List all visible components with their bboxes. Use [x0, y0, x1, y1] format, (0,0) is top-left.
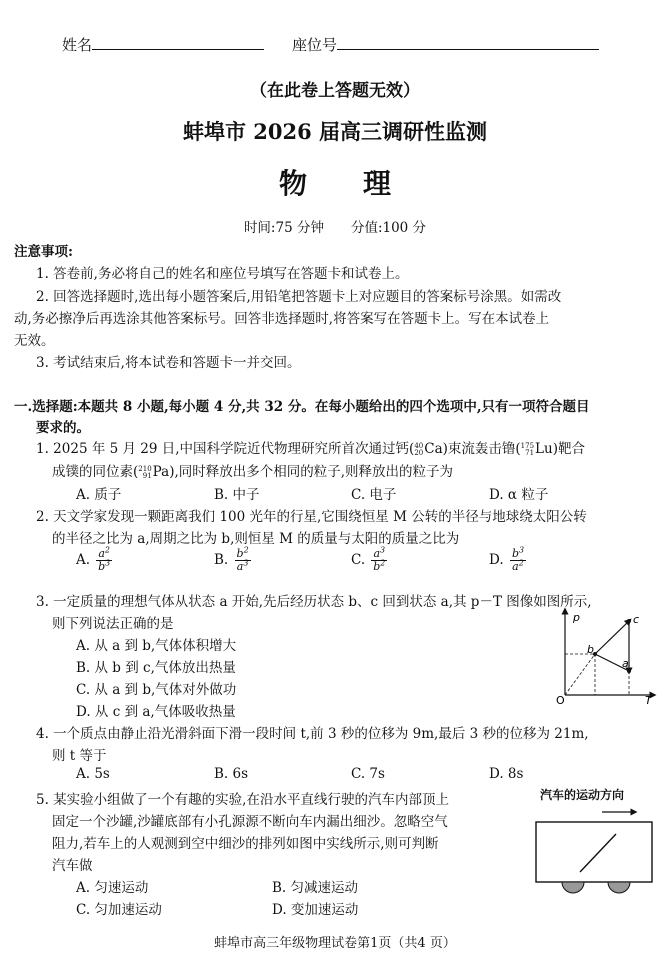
seat-field: [292, 34, 599, 55]
q5-option-c: C. 匀加速运动: [76, 902, 162, 918]
q5-option-d: D. 变加速运动: [272, 902, 359, 918]
invalid-notice: （在此卷上答题无效）: [250, 81, 420, 101]
page-footer: 蚌埠市高三年级物理试卷第1页（共4 页）: [214, 936, 456, 951]
q4-option-b: B. 6s: [214, 766, 249, 782]
q5-line3: 阻力,若车上的人观测到空中细沙的排列如图中实线所示,则可判断: [52, 836, 439, 852]
q3-line-bc: [595, 621, 629, 654]
pa-symbol: Pa: [152, 464, 170, 480]
q2-option-a: A. $\frac{a^2}{b^3}$: [76, 545, 111, 573]
q2-line1: 2. 天文学家发现一颗距离我们 100 光年的行星,它围绕恒星 M 公转的半径与地球绕太阳公转: [36, 509, 587, 525]
subject-title: 物 理: [278, 167, 391, 200]
ca-symbol: Ca: [424, 441, 443, 457]
instruction-2c: 无效。: [14, 333, 55, 349]
q1-text-a: 1. 2025 年 5 月 29 日,中国科学院近代物理研究所首次通过钙(: [36, 441, 415, 457]
q4-option-d: D. 8s: [489, 766, 524, 782]
q4-option-a: A. 5s: [76, 766, 110, 782]
pa-isotope: 210 91: [138, 464, 152, 480]
q2-option-d: D. $\frac{b^3}{a^2}$: [489, 545, 525, 573]
seat-label: 座位号: [292, 36, 338, 54]
lu-symbol: Lu: [535, 441, 553, 457]
origin-label: O: [556, 694, 565, 705]
instruction-2a: 2. 回答选择题时,选出每小题答案后,用铅笔把答题卡上对应题目的答案标号涂黑。如需改: [36, 289, 562, 305]
q1-option-b: B. 中子: [214, 487, 260, 503]
q1-text-d: 成镤的同位素(: [52, 464, 139, 480]
q5-option-a: A. 匀速运动: [76, 880, 149, 896]
instructions-title: 注意事项:: [14, 244, 73, 260]
q3-point-c: [627, 619, 631, 623]
q4-option-c: C. 7s: [351, 766, 385, 782]
q5-line4: 汽车做: [52, 858, 93, 874]
q3-line2: 则下列说法正确的是: [52, 616, 174, 632]
q1-option-d: D. α 粒子: [489, 487, 549, 503]
p-axis-label: p: [573, 611, 580, 624]
ca-isotope: 40 20: [414, 441, 424, 457]
car-wheel-right: [608, 882, 630, 893]
q3-line1: 3. 一定质量的理想气体从状态 a 开始,先后经历状态 b、c 回到状态 a,其 p－T 图像如图所示,: [36, 594, 592, 610]
name-blank: [92, 35, 264, 50]
seat-blank: [337, 35, 599, 50]
q2-line2: 的半径之比为 a,周期之比为 b,则恒星 M 的质量与太阳的质量之比为: [52, 531, 460, 547]
q1-line1: [36, 437, 585, 457]
car-wheel-left: [562, 882, 584, 893]
q3-label-c: c: [633, 613, 640, 626]
q1-text-c: )靶合: [552, 441, 585, 457]
t-axis-label: T: [645, 694, 652, 705]
q3-option-d: D. 从 c 到 a,气体吸收热量: [76, 704, 236, 720]
q2-option-b: B. $\frac{b^2}{a^3}$: [214, 545, 249, 573]
q5-line1: 5. 某实验小组做了一个有趣的实验,在沿水平直线行驶的汽车内部顶上: [36, 792, 449, 808]
q1-text-b: )束流轰击镥(: [442, 441, 521, 457]
instruction-3: 3. 考试结束后,将本试卷和答题卡一并交回。: [36, 355, 301, 371]
q4-line2: 则 t 等于: [52, 748, 107, 764]
q2-option-c: C. $\frac{a^3}{b^2}$: [351, 545, 386, 573]
q3-label-b: b: [587, 643, 594, 656]
q5-car-figure: [530, 800, 660, 900]
time-info: 时间:75 分钟 分值:100 分: [243, 220, 427, 236]
q1-line2: [52, 460, 453, 480]
q3-dash-origin: [565, 654, 595, 695]
instruction-1: 1. 答卷前,务必将自己的姓名和座位号填写在答题卡和试卷上。: [36, 266, 409, 282]
name-label: 姓名: [62, 36, 93, 54]
q3-option-b: B. 从 b 到 c,气体放出热量: [76, 660, 236, 676]
section1-heading-cont: 要求的。: [36, 420, 90, 436]
q3-label-a: a: [622, 657, 629, 670]
instruction-2b: 动,务必擦净后再选涂其他答案标号。回答非选择题时,将答案写在答题卡上。写在本试卷上: [14, 311, 550, 327]
q5-figure-caption: 汽车的运动方向: [540, 788, 625, 802]
lu-isotope: 175 71: [520, 441, 535, 457]
q1-option-c: C. 电子: [351, 487, 397, 503]
exam-title: 蚌埠市 2026 届高三调研性监测: [182, 119, 488, 144]
section1-heading: 一.选择题:本题共 8 小题,每小题 4 分,共 32 分。在每小题给出的四个选项中,只有一项符合题目: [14, 399, 590, 415]
q1-text-e: ),同时释放出多个相同的粒子,则释放出的粒子为: [169, 464, 454, 480]
name-field: [62, 34, 264, 55]
q4-line1: 4. 一个质点由静止沿光滑斜面下滑一段时间 t,前 3 秒的位移为 9m,最后 3 秒的位移为 21m,: [36, 726, 589, 742]
q5-option-b: B. 匀减速运动: [272, 880, 359, 896]
q1-option-a: A. 质子: [76, 487, 122, 503]
q5-line2: 固定一个沙罐,沙罐底部有小孔源源不断向车内漏出细沙。忽略空气: [52, 814, 448, 830]
q3-option-a: A. 从 a 到 b,气体体积增大: [76, 638, 237, 654]
q3-option-c: C. 从 a 到 b,气体对外做功: [76, 682, 237, 698]
car-body: [536, 822, 652, 882]
q3-pt-graph: [555, 605, 660, 705]
